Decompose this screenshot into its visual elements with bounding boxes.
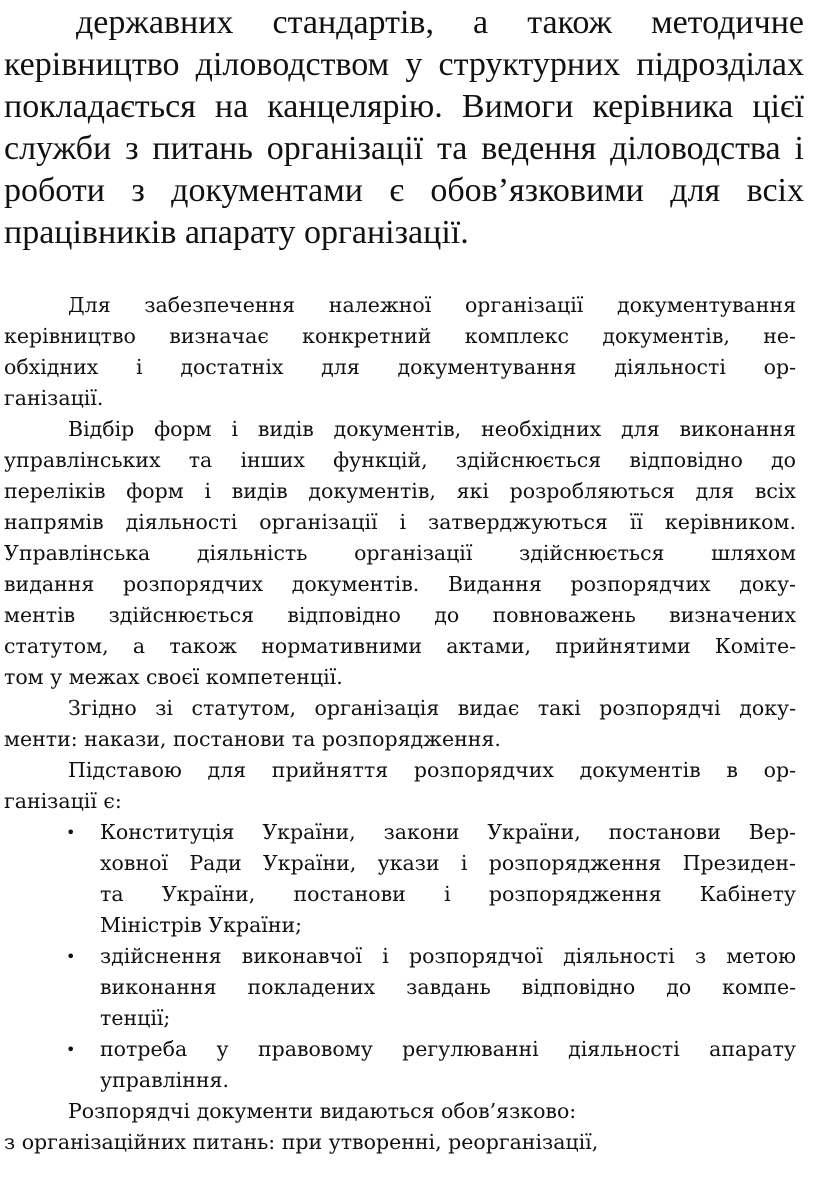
text-line: напрямів діяльності організації і затверджуються її керівником. [4, 510, 796, 534]
list-item [4, 1034, 796, 1096]
text-line: з організаційних питань: при утворенні, реорганізації, [4, 1130, 599, 1154]
bullet-icon: • [66, 823, 76, 842]
text-line: видання розпорядчих документів. Видання розпорядчих доку- [4, 572, 796, 596]
text-line: покладається на канцелярію. Вимоги керівника цієї [4, 88, 804, 125]
text-line: Управлінська діяльність організації здійснюється шляхом [4, 541, 796, 565]
text-line: ганізації. [4, 386, 104, 410]
text-line: том у межах своєї компетенції. [4, 665, 343, 689]
paragraph-5 [4, 1096, 796, 1158]
main-text [4, 290, 796, 1158]
text-line: Розпорядчі документи видаються обов’язково: [68, 1099, 577, 1123]
text-line: управління. [100, 1068, 229, 1092]
text-line: ментів здійснюється відповідно до повноважень визначених [4, 603, 796, 627]
text-line: переліків форм і видів документів, які розробляються для всіх [4, 479, 796, 503]
bullet-icon: • [66, 947, 76, 966]
list-item [4, 817, 796, 941]
text-line: служби з питань організації та ведення діловодства і [4, 130, 804, 167]
text-line: Міністрів України; [100, 913, 303, 937]
text-line: та України, постанови і розпорядження Кабінету [100, 882, 796, 906]
text-line: виконання покладених завдань відповідно до компе- [100, 975, 796, 999]
text-line: менти: накази, постанови та розпорядження. [4, 727, 501, 751]
list-item [4, 941, 796, 1034]
paragraph-1 [4, 290, 796, 414]
text-line: статутом, а також нормативними актами, прийнятими Коміте- [4, 634, 796, 658]
text-line: працівників апарату організації. [4, 214, 469, 251]
text-line: державних стандартів, а також методичне [76, 4, 804, 41]
text-line: потреба у правовому регулюванні діяльності апарату [100, 1037, 796, 1061]
text-line: обхідних і достатніх для документування діяльності ор- [4, 355, 796, 379]
text-line: управлінських та інших функцій, здійснюється відповідно до [4, 448, 796, 472]
paragraph-2 [4, 414, 796, 693]
text-line: Для забезпечення належної організації документування [68, 293, 796, 317]
bullet-icon: • [66, 1040, 76, 1059]
text-line: Відбір форм і видів документів, необхідних для виконання [68, 417, 796, 441]
text-line: Конституція України, закони України, постанови Вер- [100, 820, 796, 844]
bullet-list [4, 817, 796, 1096]
text-line: тенції; [100, 1006, 171, 1030]
text-line: ховної Ради України, укази і розпорядження Президен- [100, 851, 796, 875]
text-line: роботи з документами є обов’язковими для всіх [4, 172, 804, 209]
paragraph-4 [4, 755, 796, 817]
text-line: керівництво визначає конкретний комплекс документів, не- [4, 324, 796, 348]
paragraph-3 [4, 693, 796, 755]
text-line: Згідно зі статутом, організація видає такі розпорядчі доку- [68, 696, 796, 720]
text-line: Підставою для прийняття розпорядчих документів в ор- [68, 758, 796, 782]
text-line: здійснення виконавчої і розпорядчої діяльності з метою [100, 944, 796, 968]
top-paragraph [4, 2, 804, 254]
text-line: ганізації є: [4, 789, 122, 813]
text-line: керівництво діловодством у структурних підрозділах [4, 46, 804, 83]
